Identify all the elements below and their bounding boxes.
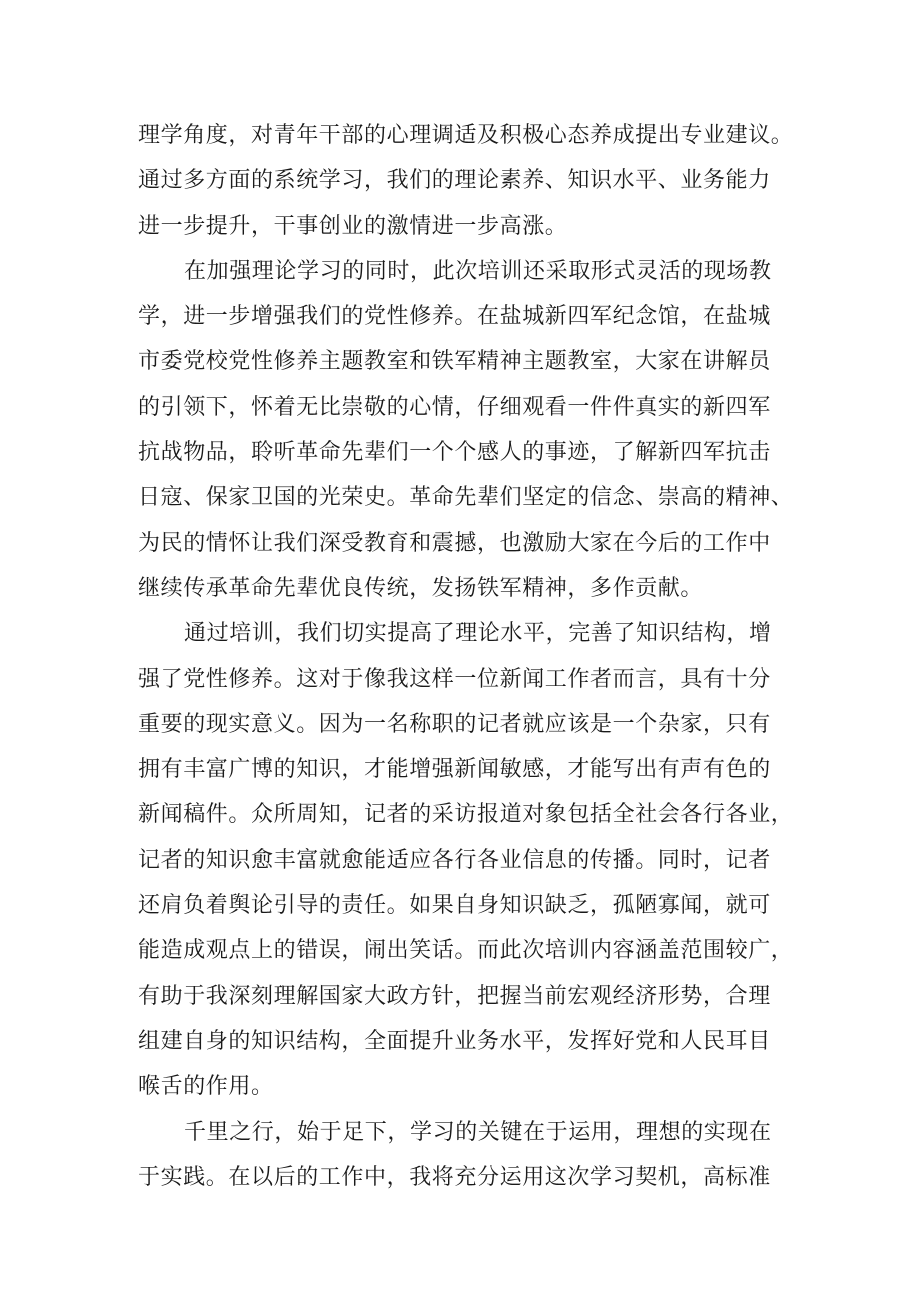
text-line: 进一步提升，干事创业的激情进一步高涨。 [138, 213, 568, 239]
text-line: 重要的现实意义。因为一名称职的记者就应该是一个杂家，只有 [138, 711, 771, 737]
text-line: 记者的知识愈丰富就愈能适应各行各业信息的传播。同时，记者 [138, 847, 771, 873]
text-line: 通过培训，我们切实提高了理论水平，完善了知识结构，增 [184, 621, 772, 647]
paragraph-2 [138, 249, 818, 611]
text-line: 抗战物品，聆听革命先辈们一个个感人的事迹，了解新四军抗击 [138, 440, 771, 466]
text-line: 理学角度，对青年干部的心理调适及积极心态养成提出专业建议。 [138, 123, 794, 148]
text-line: 通过多方面的系统学习，我们的理论素养、知识水平、业务能力 [138, 168, 771, 194]
text-line: 日寇、保家卫国的光荣史。革命先辈们坚定的信念、崇高的精神、 [138, 485, 794, 511]
text-line: 千里之行，始于足下，学习的关键在于运用，理想的实现在 [184, 1119, 772, 1145]
text-line: 还肩负着舆论引导的责任。如果自身知识缺乏，孤陋寡闻，就可 [138, 893, 771, 919]
paragraph-4 [138, 1110, 818, 1201]
text-line: 喉舌的作用。 [138, 1074, 274, 1100]
paragraph-3 [138, 611, 818, 1109]
text-line: 能造成观点上的错误，闹出笑话。而此次培训内容涵盖范围较广， [138, 938, 794, 964]
text-line: 新闻稿件。众所周知，记者的采访报道对象包括全社会各行各业， [138, 802, 794, 828]
text-line: 的引领下，怀着无比崇敬的心情，仔细观看一件件真实的新四军 [138, 394, 771, 420]
text-line: 组建自身的知识结构，全面提升业务水平，发挥好党和人民耳目 [138, 1028, 771, 1054]
text-line: 市委党校党性修养主题教室和铁军精神主题教室，大家在讲解员 [138, 349, 771, 375]
text-line: 在加强理论学习的同时，此次培训还采取形式灵活的现场教 [184, 258, 772, 284]
text-line: 为民的情怀让我们深受教育和震撼，也激励大家在今后的工作中 [138, 530, 771, 556]
text-line: 学，进一步增强我们的党性修养。在盐城新四军纪念馆，在盐城 [138, 304, 771, 330]
text-line: 于实践。在以后的工作中，我将充分运用这次学习契机，高标准 [138, 1164, 771, 1190]
paragraph-1 [138, 113, 818, 249]
text-line: 强了党性修养。这对于像我这样一位新闻工作者而言，具有十分 [138, 666, 771, 692]
text-line: 拥有丰富广博的知识，才能增强新闻敏感，才能写出有声有色的 [138, 757, 771, 783]
text-line: 继续传承革命先辈优良传统，发扬铁军精神，多作贡献。 [138, 575, 704, 601]
body-text [138, 113, 818, 1200]
text-line: 有助于我深刻理解国家大政方针，把握当前宏观经济形势，合理 [138, 983, 771, 1009]
